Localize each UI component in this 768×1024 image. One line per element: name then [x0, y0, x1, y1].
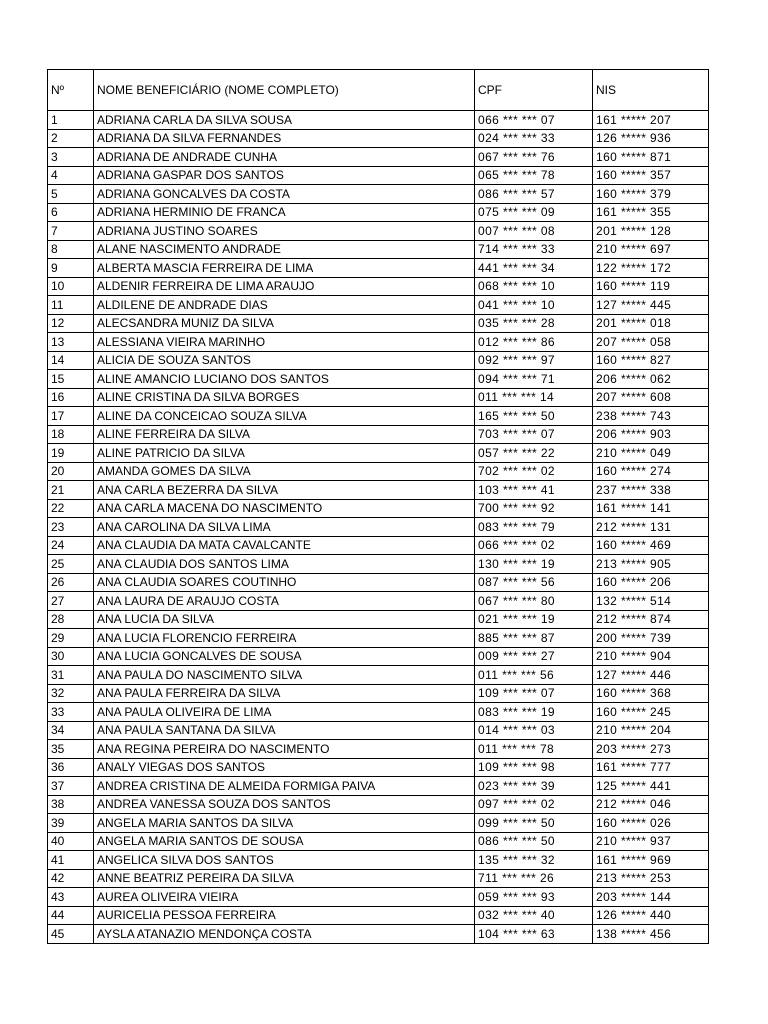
beneficiary-name: ALICIA DE SOUZA SANTOS: [94, 351, 475, 370]
beneficiary-name: AMANDA GOMES DA SILVA: [94, 462, 475, 481]
cpf-value: 109 *** *** 98: [475, 758, 593, 777]
table-row: [48, 869, 709, 888]
table-row: [48, 536, 709, 555]
beneficiary-name: ANA CARLA BEZERRA DA SILVA: [94, 481, 475, 500]
nis-value: 160 ***** 119: [593, 277, 709, 296]
table-row: [48, 666, 709, 685]
nis-value: 138 ***** 456: [593, 925, 709, 944]
beneficiary-name: ANDREA CRISTINA DE ALMEIDA FORMIGA PAIVA: [94, 777, 475, 796]
nis-value: 161 ***** 969: [593, 851, 709, 870]
nis-value: 161 ***** 141: [593, 499, 709, 518]
nis-value: 201 ***** 128: [593, 222, 709, 241]
beneficiary-name: ALESSIANA VIEIRA MARINHO: [94, 333, 475, 352]
cpf-value: 065 *** *** 78: [475, 166, 593, 185]
table-row: [48, 111, 709, 130]
row-number: 38: [48, 795, 94, 814]
beneficiary-name: ADRIANA HERMINIO DE FRANCA: [94, 203, 475, 222]
nis-value: 127 ***** 446: [593, 666, 709, 685]
row-number: 11: [48, 296, 94, 315]
row-number: 28: [48, 610, 94, 629]
cpf-value: 099 *** *** 50: [475, 814, 593, 833]
cpf-value: 011 *** *** 78: [475, 740, 593, 759]
row-number: 29: [48, 629, 94, 648]
nis-value: 210 ***** 204: [593, 721, 709, 740]
cpf-value: 066 *** *** 02: [475, 536, 593, 555]
cpf-value: 067 *** *** 80: [475, 592, 593, 611]
table-row: [48, 388, 709, 407]
table-row: [48, 925, 709, 944]
row-number: 2: [48, 129, 94, 148]
beneficiary-name: ANA CLAUDIA SOARES COUTINHO: [94, 573, 475, 592]
nis-value: 126 ***** 440: [593, 906, 709, 925]
row-number: 36: [48, 758, 94, 777]
table-row: [48, 592, 709, 611]
beneficiary-name: ANA PAULA FERREIRA DA SILVA: [94, 684, 475, 703]
beneficiary-name: ANNE BEATRIZ PEREIRA DA SILVA: [94, 869, 475, 888]
cpf-value: 130 *** *** 19: [475, 555, 593, 574]
row-number: 30: [48, 647, 94, 666]
cpf-value: 035 *** *** 28: [475, 314, 593, 333]
nis-value: 161 ***** 777: [593, 758, 709, 777]
nis-value: 210 ***** 697: [593, 240, 709, 259]
table-row: [48, 832, 709, 851]
cpf-value: 441 *** *** 34: [475, 259, 593, 278]
nis-value: 161 ***** 207: [593, 111, 709, 130]
cpf-value: 885 *** *** 87: [475, 629, 593, 648]
row-number: 24: [48, 536, 94, 555]
table-row: [48, 906, 709, 925]
row-number: 32: [48, 684, 94, 703]
row-number: 9: [48, 259, 94, 278]
table-row: [48, 499, 709, 518]
cpf-value: 057 *** *** 22: [475, 444, 593, 463]
row-number: 22: [48, 499, 94, 518]
nis-value: 210 ***** 937: [593, 832, 709, 851]
row-number: 33: [48, 703, 94, 722]
row-number: 6: [48, 203, 94, 222]
table-row: [48, 333, 709, 352]
nis-value: 237 ***** 338: [593, 481, 709, 500]
beneficiary-name: ANGELA MARIA SANTOS DE SOUSA: [94, 832, 475, 851]
cpf-value: 067 *** *** 76: [475, 148, 593, 167]
row-number: 13: [48, 333, 94, 352]
row-number: 27: [48, 592, 94, 611]
row-number: 7: [48, 222, 94, 241]
beneficiary-name: ANA LUCIA DA SILVA: [94, 610, 475, 629]
row-number: 21: [48, 481, 94, 500]
cpf-value: 086 *** *** 57: [475, 185, 593, 204]
table-row: [48, 629, 709, 648]
cpf-value: 083 *** *** 79: [475, 518, 593, 537]
nis-value: 203 ***** 273: [593, 740, 709, 759]
table-row: [48, 370, 709, 389]
nis-value: 207 ***** 608: [593, 388, 709, 407]
beneficiary-name: ANA CARLA MACENA DO NASCIMENTO: [94, 499, 475, 518]
beneficiary-name: ANALY VIEGAS DOS SANTOS: [94, 758, 475, 777]
table-row: [48, 851, 709, 870]
table-row: [48, 314, 709, 333]
nis-value: 201 ***** 018: [593, 314, 709, 333]
row-number: 20: [48, 462, 94, 481]
beneficiary-name: ADRIANA CARLA DA SILVA SOUSA: [94, 111, 475, 130]
nis-value: 200 ***** 739: [593, 629, 709, 648]
nis-value: 210 ***** 904: [593, 647, 709, 666]
row-number: 26: [48, 573, 94, 592]
cpf-value: 083 *** *** 19: [475, 703, 593, 722]
cpf-value: 703 *** *** 07: [475, 425, 593, 444]
row-number: 42: [48, 869, 94, 888]
header-number: Nº: [48, 70, 94, 111]
table-row: [48, 795, 709, 814]
beneficiary-name: AURICELIA PESSOA FERREIRA: [94, 906, 475, 925]
nis-value: 160 ***** 368: [593, 684, 709, 703]
nis-value: 127 ***** 445: [593, 296, 709, 315]
nis-value: 160 ***** 357: [593, 166, 709, 185]
beneficiary-name: ADRIANA DE ANDRADE CUNHA: [94, 148, 475, 167]
beneficiary-name: ALANE NASCIMENTO ANDRADE: [94, 240, 475, 259]
cpf-value: 109 *** *** 07: [475, 684, 593, 703]
row-number: 12: [48, 314, 94, 333]
cpf-value: 021 *** *** 19: [475, 610, 593, 629]
beneficiary-name: ANA REGINA PEREIRA DO NASCIMENTO: [94, 740, 475, 759]
row-number: 17: [48, 407, 94, 426]
cpf-value: 097 *** *** 02: [475, 795, 593, 814]
cpf-value: 012 *** *** 86: [475, 333, 593, 352]
row-number: 5: [48, 185, 94, 204]
beneficiary-name: ALINE DA CONCEICAO SOUZA SILVA: [94, 407, 475, 426]
nis-value: 160 ***** 871: [593, 148, 709, 167]
row-number: 43: [48, 888, 94, 907]
row-number: 35: [48, 740, 94, 759]
row-number: 4: [48, 166, 94, 185]
row-number: 23: [48, 518, 94, 537]
beneficiary-name: ANA LUCIA FLORENCIO FERREIRA: [94, 629, 475, 648]
row-number: 3: [48, 148, 94, 167]
nis-value: 160 ***** 245: [593, 703, 709, 722]
table-row: [48, 703, 709, 722]
cpf-value: 014 *** *** 03: [475, 721, 593, 740]
nis-value: 238 ***** 743: [593, 407, 709, 426]
row-number: 41: [48, 851, 94, 870]
cpf-value: 103 *** *** 41: [475, 481, 593, 500]
table-row: [48, 814, 709, 833]
beneficiary-name: ADRIANA GONCALVES DA COSTA: [94, 185, 475, 204]
nis-value: 132 ***** 514: [593, 592, 709, 611]
table-row: [48, 758, 709, 777]
table-row: [48, 573, 709, 592]
row-number: 44: [48, 906, 94, 925]
beneficiary-name: ALINE CRISTINA DA SILVA BORGES: [94, 388, 475, 407]
cpf-value: 023 *** *** 39: [475, 777, 593, 796]
cpf-value: 086 *** *** 50: [475, 832, 593, 851]
header-cpf: CPF: [475, 70, 593, 111]
table-row: [48, 481, 709, 500]
beneficiary-name: ANA PAULA DO NASCIMENTO SILVA: [94, 666, 475, 685]
table-row: [48, 444, 709, 463]
header-row: [48, 70, 709, 111]
cpf-value: 104 *** *** 63: [475, 925, 593, 944]
header-name: NOME BENEFICIÁRIO (NOME COMPLETO): [94, 70, 475, 111]
nis-value: 203 ***** 144: [593, 888, 709, 907]
nis-value: 212 ***** 874: [593, 610, 709, 629]
beneficiary-name: ANA CLAUDIA DOS SANTOS LIMA: [94, 555, 475, 574]
table-row: [48, 610, 709, 629]
nis-value: 160 ***** 026: [593, 814, 709, 833]
beneficiary-name: ADRIANA DA SILVA FERNANDES: [94, 129, 475, 148]
beneficiary-name: ANA LAURA DE ARAUJO COSTA: [94, 592, 475, 611]
nis-value: 212 ***** 131: [593, 518, 709, 537]
table-row: [48, 462, 709, 481]
beneficiary-name: ALECSANDRA MUNIZ DA SILVA: [94, 314, 475, 333]
nis-value: 213 ***** 253: [593, 869, 709, 888]
cpf-value: 714 *** *** 33: [475, 240, 593, 259]
table-row: [48, 129, 709, 148]
cpf-value: 066 *** *** 07: [475, 111, 593, 130]
table-row: [48, 555, 709, 574]
table-row: [48, 721, 709, 740]
cpf-value: 092 *** *** 97: [475, 351, 593, 370]
table-header: [48, 70, 709, 111]
beneficiary-name: ANDREA VANESSA SOUZA DOS SANTOS: [94, 795, 475, 814]
beneficiary-name: ANGELA MARIA SANTOS DA SILVA: [94, 814, 475, 833]
row-number: 15: [48, 370, 94, 389]
table-row: [48, 166, 709, 185]
row-number: 18: [48, 425, 94, 444]
nis-value: 206 ***** 062: [593, 370, 709, 389]
nis-value: 207 ***** 058: [593, 333, 709, 352]
cpf-value: 059 *** *** 93: [475, 888, 593, 907]
nis-value: 212 ***** 046: [593, 795, 709, 814]
nis-value: 160 ***** 469: [593, 536, 709, 555]
beneficiary-name: ALINE FERREIRA DA SILVA: [94, 425, 475, 444]
beneficiary-name: ADRIANA GASPAR DOS SANTOS: [94, 166, 475, 185]
nis-value: 161 ***** 355: [593, 203, 709, 222]
cpf-value: 165 *** *** 50: [475, 407, 593, 426]
beneficiary-name: ANA LUCIA GONCALVES DE SOUSA: [94, 647, 475, 666]
table-row: [48, 185, 709, 204]
cpf-value: 032 *** *** 40: [475, 906, 593, 925]
row-number: 1: [48, 111, 94, 130]
beneficiary-name: AYSLA ATANAZIO MENDONÇA COSTA: [94, 925, 475, 944]
cpf-value: 135 *** *** 32: [475, 851, 593, 870]
header-nis: NIS: [593, 70, 709, 111]
cpf-value: 094 *** *** 71: [475, 370, 593, 389]
table-row: [48, 277, 709, 296]
nis-value: 213 ***** 905: [593, 555, 709, 574]
beneficiary-name: ANA CAROLINA DA SILVA LIMA: [94, 518, 475, 537]
cpf-value: 024 *** *** 33: [475, 129, 593, 148]
beneficiary-name: ALDILENE DE ANDRADE DIAS: [94, 296, 475, 315]
beneficiary-name: ANGELICA SILVA DOS SANTOS: [94, 851, 475, 870]
row-number: 45: [48, 925, 94, 944]
row-number: 8: [48, 240, 94, 259]
row-number: 25: [48, 555, 94, 574]
nis-value: 210 ***** 049: [593, 444, 709, 463]
beneficiary-name: ALINE AMANCIO LUCIANO DOS SANTOS: [94, 370, 475, 389]
beneficiary-name: ANA CLAUDIA DA MATA CAVALCANTE: [94, 536, 475, 555]
table-row: [48, 407, 709, 426]
table-row: [48, 740, 709, 759]
cpf-value: 068 *** *** 10: [475, 277, 593, 296]
nis-value: 160 ***** 274: [593, 462, 709, 481]
beneficiary-name: AUREA OLIVEIRA VIEIRA: [94, 888, 475, 907]
table-row: [48, 148, 709, 167]
table-row: [48, 518, 709, 537]
nis-value: 126 ***** 936: [593, 129, 709, 148]
table-row: [48, 425, 709, 444]
row-number: 31: [48, 666, 94, 685]
table-row: [48, 259, 709, 278]
beneficiary-name: ANA PAULA SANTANA DA SILVA: [94, 721, 475, 740]
beneficiary-name: ALBERTA MASCIA FERREIRA DE LIMA: [94, 259, 475, 278]
table-row: [48, 777, 709, 796]
beneficiary-name: ALINE PATRICIO DA SILVA: [94, 444, 475, 463]
row-number: 37: [48, 777, 94, 796]
row-number: 19: [48, 444, 94, 463]
cpf-value: 087 *** *** 56: [475, 573, 593, 592]
beneficiary-table: [47, 69, 709, 944]
table-row: [48, 240, 709, 259]
cpf-value: 702 *** *** 02: [475, 462, 593, 481]
table-row: [48, 203, 709, 222]
row-number: 14: [48, 351, 94, 370]
table-row: [48, 222, 709, 241]
beneficiary-name: ADRIANA JUSTINO SOARES: [94, 222, 475, 241]
nis-value: 122 ***** 172: [593, 259, 709, 278]
row-number: 10: [48, 277, 94, 296]
cpf-value: 711 *** *** 26: [475, 869, 593, 888]
beneficiary-name: ALDENIR FERREIRA DE LIMA ARAUJO: [94, 277, 475, 296]
cpf-value: 007 *** *** 08: [475, 222, 593, 241]
row-number: 16: [48, 388, 94, 407]
table-row: [48, 684, 709, 703]
table-row: [48, 888, 709, 907]
cpf-value: 011 *** *** 14: [475, 388, 593, 407]
beneficiary-name: ANA PAULA OLIVEIRA DE LIMA: [94, 703, 475, 722]
table-row: [48, 351, 709, 370]
nis-value: 125 ***** 441: [593, 777, 709, 796]
row-number: 34: [48, 721, 94, 740]
table-body: [48, 111, 709, 944]
cpf-value: 041 *** *** 10: [475, 296, 593, 315]
cpf-value: 009 *** *** 27: [475, 647, 593, 666]
nis-value: 206 ***** 903: [593, 425, 709, 444]
nis-value: 160 ***** 827: [593, 351, 709, 370]
cpf-value: 700 *** *** 92: [475, 499, 593, 518]
nis-value: 160 ***** 379: [593, 185, 709, 204]
table-row: [48, 647, 709, 666]
table-row: [48, 296, 709, 315]
row-number: 39: [48, 814, 94, 833]
nis-value: 160 ***** 206: [593, 573, 709, 592]
cpf-value: 075 *** *** 09: [475, 203, 593, 222]
row-number: 40: [48, 832, 94, 851]
cpf-value: 011 *** *** 56: [475, 666, 593, 685]
